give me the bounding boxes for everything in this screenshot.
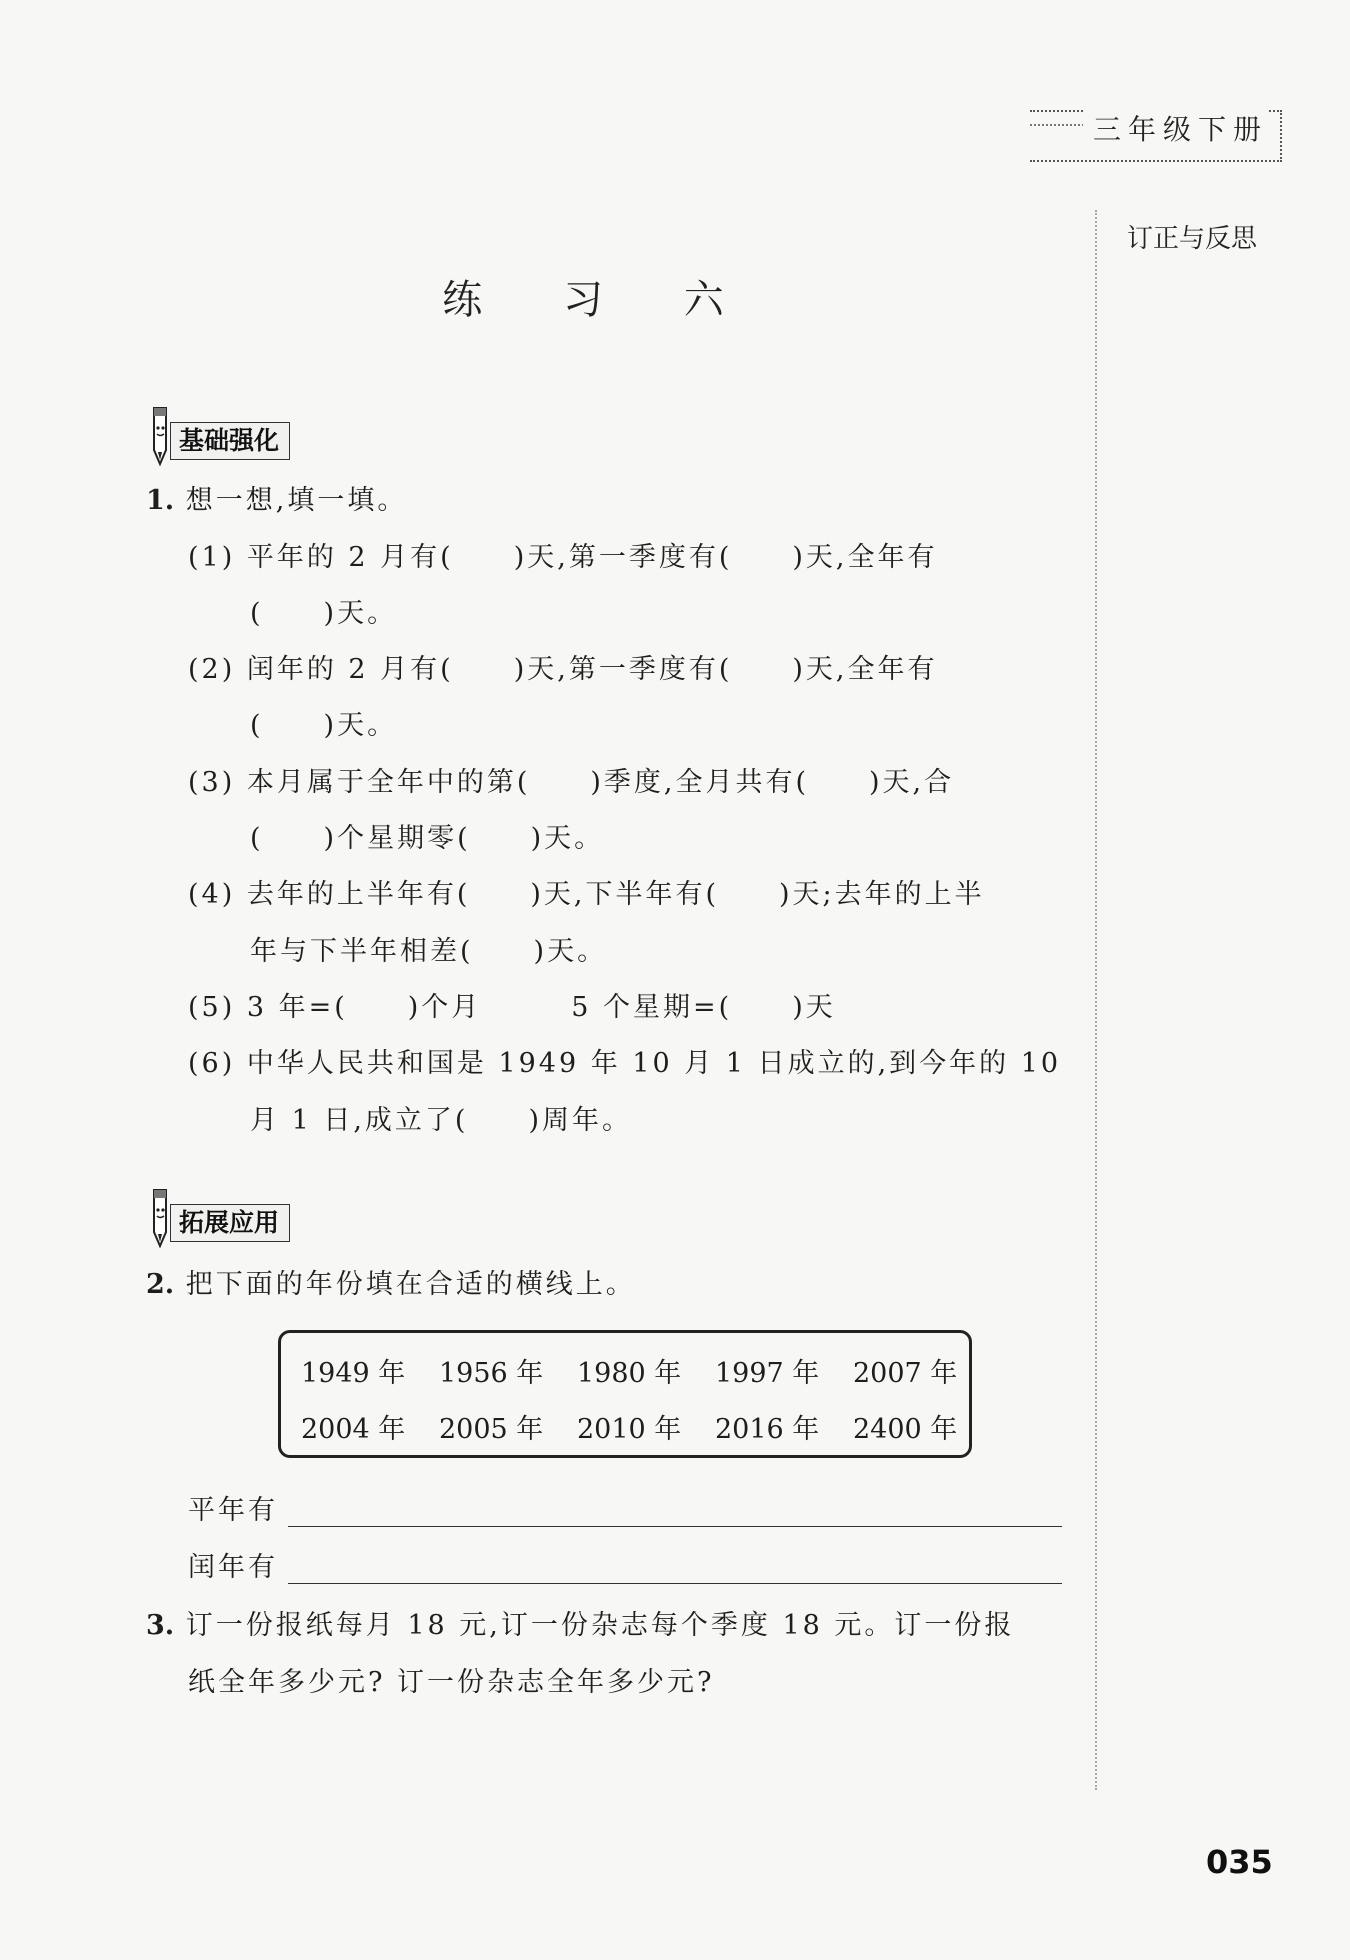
year-item: 1980 年 — [577, 1358, 682, 1389]
year-item: 2400 年 — [853, 1414, 958, 1445]
year-list-box — [278, 1330, 972, 1458]
year-item: 1997 年 — [715, 1358, 820, 1389]
question-number: 1. — [146, 485, 175, 516]
question-text: 把下面的年份填在合适的横线上。 — [185, 1269, 636, 1300]
year-item: 1949 年 — [301, 1358, 406, 1389]
leap-year-label: 闰年有 — [188, 1552, 278, 1583]
section-title-extend: 拓展应用 — [170, 1204, 290, 1242]
year-item: 2016 年 — [715, 1414, 820, 1445]
q1-line-10: (6) 中华人民共和国是 1949 年 10 月 1 日成立的,到今年的 10 — [188, 1048, 1062, 1079]
grade-label: 三年级下册 — [1083, 108, 1268, 148]
q1-line-3: (2) 闰年的 2 月有( )天,第一季度有( )天,全年有 — [188, 654, 938, 685]
q1-line-7: (4) 去年的上半年有( )天,下半年有( )天;去年的上半 — [188, 879, 985, 910]
q1-line-6: ( )个星期零( )天。 — [250, 823, 605, 854]
leap-year-answer-line[interactable] — [288, 1583, 1062, 1584]
q1-line-8: 年与下半年相差( )天。 — [250, 936, 608, 967]
question-2-prompt — [146, 1262, 636, 1301]
year-item: 1956 年 — [439, 1358, 544, 1389]
year-row-2 — [301, 1407, 991, 1446]
year-item: 2004 年 — [301, 1414, 406, 1445]
q1-line-9: (5) 3 年=( )个月 5 个星期=( )天 — [188, 992, 836, 1023]
page-title: 练 习 六 — [442, 277, 758, 323]
section-title-basic: 基础强化 — [170, 422, 290, 460]
q1-line-4: ( )天。 — [250, 710, 398, 741]
question-text: 想一想,填一填。 — [185, 485, 408, 516]
page-number: 035 — [1206, 1843, 1273, 1881]
question-number: 2. — [146, 1269, 175, 1300]
sidebar-divider — [1095, 210, 1097, 1790]
common-year-answer-line[interactable] — [288, 1526, 1062, 1527]
q1-line-11: 月 1 日,成立了( )周年。 — [250, 1105, 632, 1136]
q1-line-1: (1) 平年的 2 月有( )天,第一季度有( )天,全年有 — [188, 542, 938, 573]
year-row-1 — [301, 1351, 991, 1390]
common-year-label: 平年有 — [188, 1495, 278, 1526]
q1-line-2: ( )天。 — [250, 598, 398, 629]
grade-tag — [1030, 110, 1282, 162]
question-text: 订一份报纸每月 18 元,订一份杂志每个季度 18 元。订一份报 — [185, 1610, 1015, 1641]
year-item: 2005 年 — [439, 1414, 544, 1445]
question-3-line-2: 纸全年多少元? 订一份杂志全年多少元? — [188, 1667, 715, 1698]
question-number: 3. — [146, 1610, 175, 1641]
correction-reflection-label: 订正与反思 — [1127, 224, 1258, 254]
q1-line-5: (3) 本月属于全年中的第( )季度,全月共有( )天,合 — [188, 767, 955, 798]
question-1-prompt — [146, 478, 407, 517]
year-item: 2010 年 — [577, 1414, 682, 1445]
question-3-line-1 — [146, 1603, 1014, 1642]
year-item: 2007 年 — [853, 1358, 958, 1389]
